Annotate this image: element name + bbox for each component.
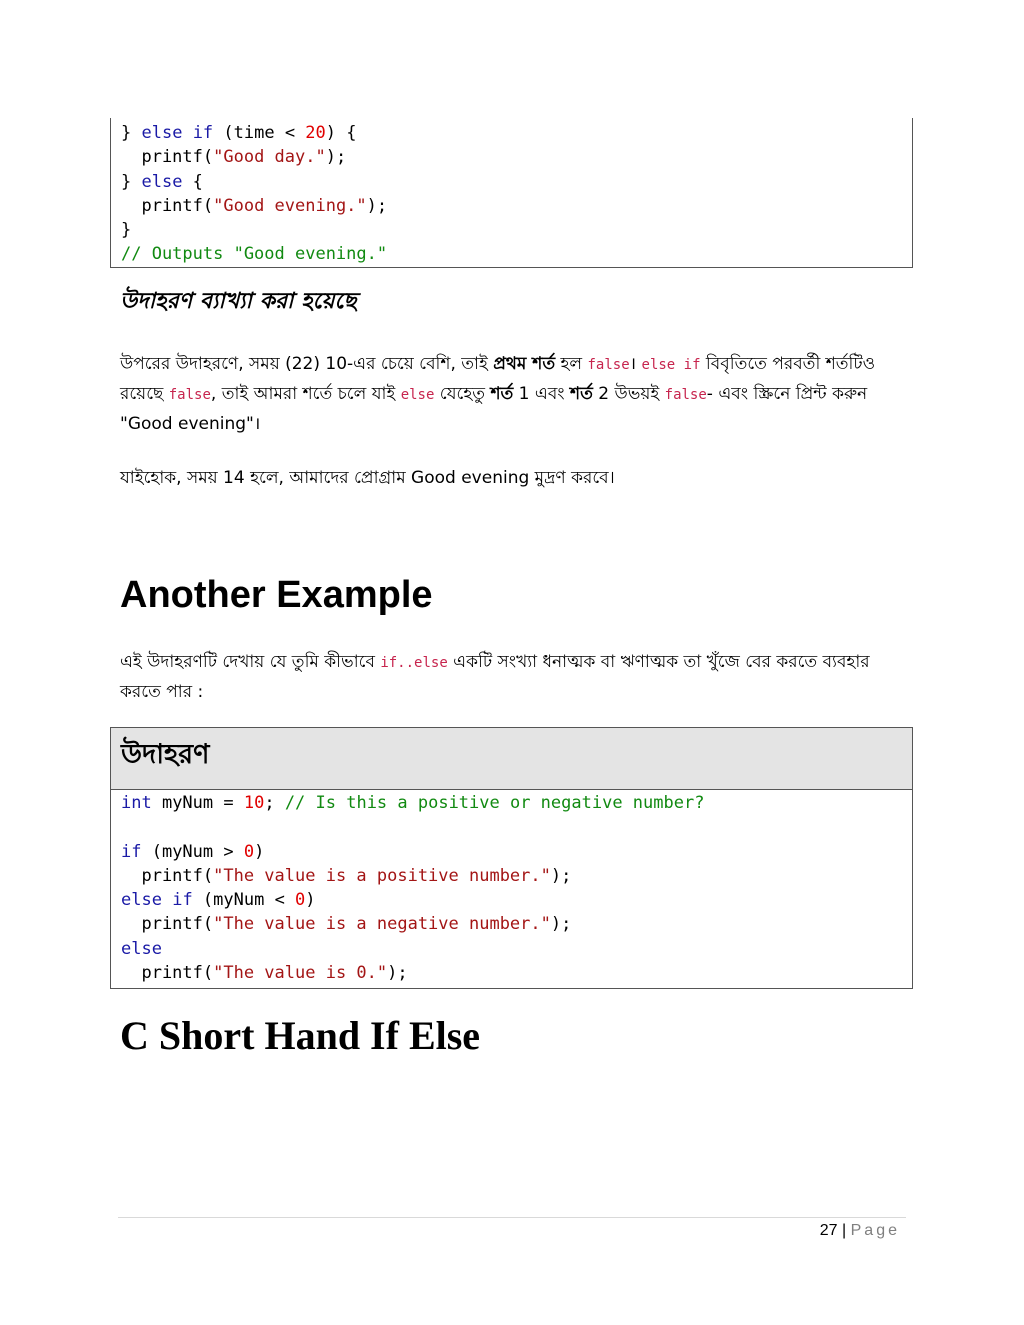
intro-paragraph: এই উদাহরণটি দেখায় যে তুমি কীভাবে if..else একটি সংখ্যা ধনাত্মক বা ঋণাত্মক তা খুঁজে বের করতে ব্যবহার করতে পার : <box>120 652 870 702</box>
explanation-paragraph: উপরের উদাহরণে, সময় (22) 10-এর চেয়ে বেশি, তাই প্রথম শর্ত হল false। else if বিবৃতিতে পরবর্তী শর্তটিও রয়েছে false, তাই আমরা শর্তে চলে যাই else যেহেতু শর্ত 1 এবং শর্ত 2 উভয়ই false- এবং স্ক্রিনে প্রিন্ট করুন "Good evening"। <box>120 354 876 434</box>
example-box <box>110 727 913 989</box>
short-hand-heading: C Short Hand If Else <box>120 1013 481 1058</box>
code-line: printf("Good evening."); <box>121 195 388 216</box>
footer-divider <box>118 1217 906 1218</box>
code-line: printf("The value is a negative number."); <box>121 914 572 935</box>
page-label: Page <box>850 1222 900 1239</box>
code-block-else-if <box>110 118 913 268</box>
code-line: if (myNum > 0) <box>121 841 265 862</box>
example-code <box>111 790 912 985</box>
example-title: উদাহরণ <box>111 728 912 790</box>
code-line: printf("Good day."); <box>121 147 347 168</box>
page-number: 27 <box>819 1222 838 1239</box>
code-line: printf("The value is a positive number."); <box>121 865 572 886</box>
code-line: int myNum = 10; // Is this a positive or negative number? <box>121 793 705 813</box>
code-line: else if (myNum < 0) <box>121 890 316 911</box>
code-line: } else { <box>121 171 203 192</box>
footer-separator: | <box>837 1222 851 1239</box>
explained-heading: উদাহরণ ব্যাখ্যা করা হয়েছে <box>120 289 357 314</box>
code-line: } <box>121 220 132 241</box>
another-example-heading: Another Example <box>120 574 433 616</box>
code-line: } else if (time < 20) { <box>121 123 357 143</box>
note-paragraph: যাইহোক, সময় 14 হলে, আমাদের প্রোগ্রাম Good evening মুদ্রণ করবে। <box>120 468 615 488</box>
code-line: printf("The value is 0."); <box>121 963 408 984</box>
code-comment: // Outputs "Good evening." <box>121 244 388 265</box>
code-line: else <box>121 938 162 959</box>
page-footer <box>820 1222 900 1240</box>
